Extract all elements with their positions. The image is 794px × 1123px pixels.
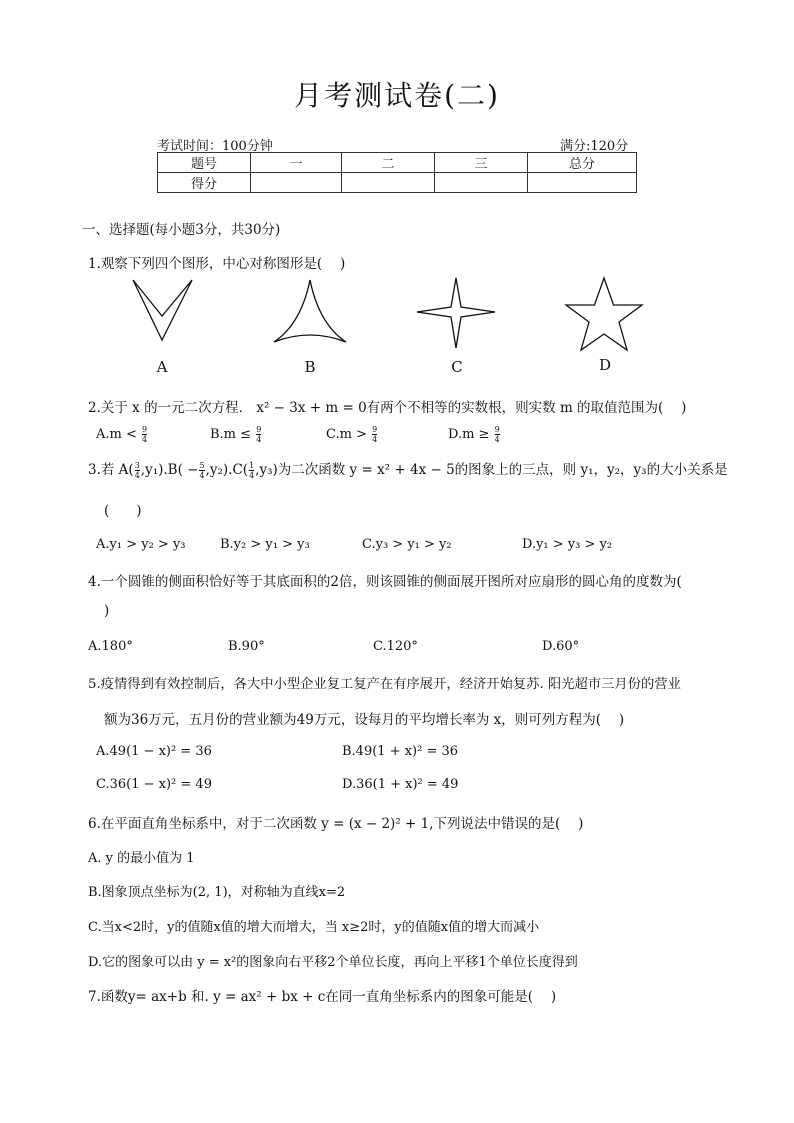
figure-c-four-point-star <box>415 276 500 351</box>
numerator: 9 <box>372 425 378 434</box>
q6-option-c: C.当x<2时，y的值随x值的增大而增大，当 x≥2时，y的值随x值的增大而减小 <box>88 920 540 935</box>
question-5-line-2: 额为36万元，五月份的营业额为49万元，设每月的平均增长率为 x，则可列方程为( ) <box>104 712 625 728</box>
score-table <box>157 152 637 193</box>
fraction <box>135 461 140 480</box>
q4-option-a: A.180° <box>88 639 133 654</box>
table-cell[interactable] <box>435 173 528 193</box>
figure-label-d: D <box>598 356 612 374</box>
question-2: 2.关于 x 的一元二次方程． x² − 3x + m = 0有两个不相等的实数根，则实数 m 的取值范围为( ) <box>88 400 687 416</box>
table-cell: 三 <box>435 153 528 173</box>
fraction <box>495 425 500 444</box>
fraction <box>256 425 261 444</box>
q6-option-b: B.图象顶点坐标为(2, 1)，对称轴为直线x=2 <box>88 885 346 900</box>
table-row <box>158 173 637 193</box>
option-label: B.m ≤ <box>210 427 252 442</box>
q4-option-d: D.60° <box>542 639 580 654</box>
figure-label-b: B <box>304 358 316 376</box>
figure-d-five-point-star <box>563 276 645 356</box>
table-cell: 得分 <box>158 173 251 193</box>
numerator: 9 <box>256 425 262 434</box>
option-label: C.m > <box>326 427 367 442</box>
table-cell: 题号 <box>158 153 251 173</box>
full-score: 满分:120分 <box>560 139 629 154</box>
numerator: 3 <box>134 461 140 470</box>
q5-option-c: C.36(1 − x)² = 49 <box>96 777 212 792</box>
fraction <box>142 425 147 444</box>
question-5-line-1: 5.疫情得到有效控制后，各大中小型企业复工复产在有序展开，经济开始复苏. 阳光超市三月份的营业 <box>88 677 681 692</box>
fraction <box>199 461 204 480</box>
q5-option-d: D.36(1 + x)² = 49 <box>342 777 459 792</box>
q3-answer-paren: ( ) <box>104 503 142 519</box>
q4-close-paren: ) <box>104 603 110 619</box>
numerator: 5 <box>199 461 205 470</box>
table-row <box>158 153 637 173</box>
q3-option-c: C.y₃ > y₁ > y₂ <box>362 537 452 552</box>
q6-option-d: D.它的图象可以由 y = x²的图象向右平移2个单位长度，再向上平移1个单位长度得到 <box>88 955 578 970</box>
q4-option-c: C.120° <box>373 639 418 654</box>
table-cell[interactable] <box>342 173 435 193</box>
question-7: 7.函数y= ax+b 和. y = ax² + bx + c在同一直角坐标系内的图象可能是( ) <box>88 989 557 1005</box>
question-3 <box>88 458 728 480</box>
q3-option-b: B.y₂ > y₁ > y₃ <box>220 537 310 552</box>
table-cell: 一 <box>251 153 342 173</box>
option-label: A.m < <box>96 427 137 442</box>
q2-option-b <box>210 425 262 444</box>
q4-option-b: B.90° <box>228 639 265 654</box>
q2-option-d <box>448 425 501 444</box>
question-6: 6.在平面直角坐标系中，对于二次函数 y = (x − 2)² + 1,下列说法中错误的是( ) <box>88 816 584 832</box>
option-label: D.m ≥ <box>448 427 490 442</box>
q5-option-b: B.49(1 + x)² = 36 <box>342 744 459 759</box>
figure-label-a: A <box>156 358 168 376</box>
exam-time: 考试时间：100分钟 <box>157 139 273 154</box>
q3-prefix: 3.若 A( <box>88 462 134 478</box>
figure-b-curved-triangle <box>270 278 350 348</box>
q5-option-a: A.49(1 − x)² = 36 <box>96 744 212 759</box>
q6-option-a: A. y 的最小值为 1 <box>88 851 195 866</box>
denominator: 4 <box>256 435 262 444</box>
denominator: 4 <box>142 435 148 444</box>
question-4: 4.一个圆锥的侧面积恰好等于其底面积的2倍，则该圆锥的侧面展开图所对应扇形的圆心角的度数为( <box>88 574 682 590</box>
denominator: 4 <box>134 471 140 480</box>
denominator: 4 <box>199 471 205 480</box>
fraction <box>372 425 377 444</box>
denominator: 4 <box>249 471 255 480</box>
numerator: 9 <box>142 425 148 434</box>
denominator: 4 <box>372 435 378 444</box>
q3-option-a: A.y₁ > y₂ > y₃ <box>96 537 186 552</box>
q3-suffix: ,y₃)为二次函数 y = x² + 4x − 5的图象上的三点，则 y₁，y₂，y₃的大小关系是 <box>255 462 728 478</box>
q3-mid-1: ,y₁).B( − <box>140 462 199 478</box>
q2-option-a <box>96 425 148 444</box>
numerator: 1 <box>249 461 255 470</box>
table-cell[interactable] <box>528 173 637 193</box>
page-title: 月考测试卷(二) <box>294 79 500 112</box>
numerator: 9 <box>494 425 500 434</box>
q2-option-c <box>326 425 378 444</box>
table-cell: 二 <box>342 153 435 173</box>
fraction <box>249 461 254 480</box>
figure-label-c: C <box>451 358 463 376</box>
denominator: 4 <box>494 435 500 444</box>
section-heading: 一、选择题(每小题3分，共30分) <box>82 222 281 238</box>
q3-mid-2: ,y₂).C( <box>205 462 249 478</box>
table-cell: 总分 <box>528 153 637 173</box>
question-1: 1.观察下列四个图形，中心对称图形是( ) <box>88 256 346 272</box>
q3-option-d: D.y₁ > y₃ > y₂ <box>522 537 613 552</box>
table-cell[interactable] <box>251 173 342 193</box>
figure-a-arrowhead <box>130 278 195 343</box>
